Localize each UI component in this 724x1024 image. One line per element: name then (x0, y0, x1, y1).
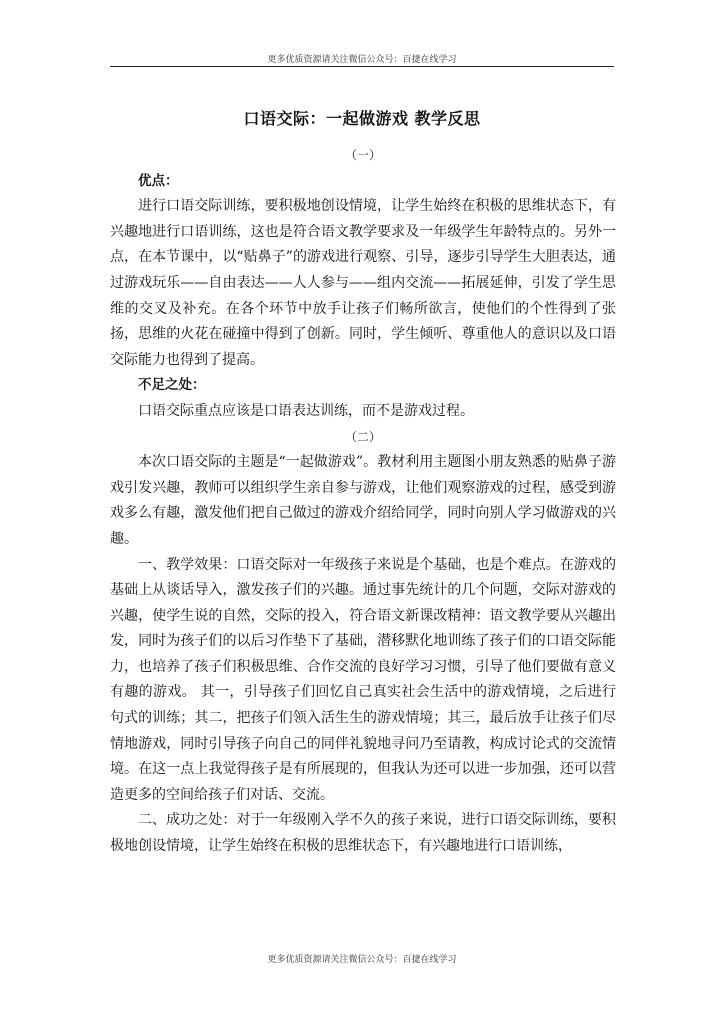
weakness-paragraph: 口语交际重点应该是口语表达训练，而不是游戏过程。 (138, 402, 474, 419)
strengths-heading: 优点： (138, 172, 179, 189)
header-rule (110, 66, 614, 67)
success-paragraph: 二、成功之处：对于一年级刚入学不久的孩子来说，进行口语交际训练，要积极地创设情境，让学生始终在积极的思维状态下，有兴趣地进行口语训练， (110, 812, 616, 855)
effect-paragraph: 一、教学效果：口语交际对一年级孩子来说是个基础，也是个难点。在游戏的基础上从谈话导入，激发孩子们的兴趣。通过事先统计的几个问题，交际对游戏的兴趣，使学生说的自然，交际的投入，符合语文新课改精神：语文教学要从兴趣出发，同时为孩子们的以后习作垫下了基础，潜移默化地训练了孩子们的口语交际能力，也培养了孩子们积极思维、合作交流的良好学习习惯，引导了他们要做有意义有趣的游戏。 其一，引导孩子们回忆自己真实社会生活中的游戏情境，之后进行句式的训练；其二，把孩子们领入活生生的游戏情境；其三，最后放手让孩子们尽情地游戏，同时引导孩子向自己的同伴礼貌地寻问乃至请教，构成讨论式的交流情境。在这一点上我觉得孩子是有所展现的，但我认为还可以进一步加强，还可以营造更多的空间给孩子们对话、交流。 (110, 556, 616, 803)
intro-paragraph: 本次口语交际的主题是“一起做游戏”。教材利用主题图小朋友熟悉的贴鼻子游戏引发兴趣，教师可以组织学生亲自参与游戏，让他们观察游戏的过程，感受到游戏多么有趣，激发他们把自己做过的游戏介绍给同学，同时向别人学习做游戏的兴趣。 (110, 454, 616, 547)
header-note: 更多优质资源请关注微信公众号：百捷在线学习 (267, 55, 457, 65)
document-body (110, 143, 616, 860)
weakness-heading: 不足之处： (138, 377, 206, 394)
footer-note: 更多优质资源请关注微信公众号：百捷在线学习 (267, 955, 457, 965)
strengths-paragraph: 进行口语交际训练，要积极地创设情境，让学生始终在积极的思维状态下，有兴趣地进行口语训练，这也是符合语文教学要求及一年级学生年龄特点的。另外一点，在本节课中，以“贴鼻子”的游戏进行观察、引导，逐步引导学生大胆表达，通过游戏玩乐——自由表达——人人参与——组内交流——拓展延伸，引发了学生思维的交叉及补充。在各个环节中放手让孩子们畅所欲言，使他们的个性得到了张扬，思维的火花在碰撞中得到了创新。同时，学生倾听、尊重他人的意识以及口语交际能力也得到了提高。 (110, 198, 616, 368)
page-title: 口语交际：一起做游戏 教学反思 (243, 109, 481, 128)
section-mark-one: （一） (344, 148, 381, 162)
section-mark-two: （二） (344, 429, 381, 444)
